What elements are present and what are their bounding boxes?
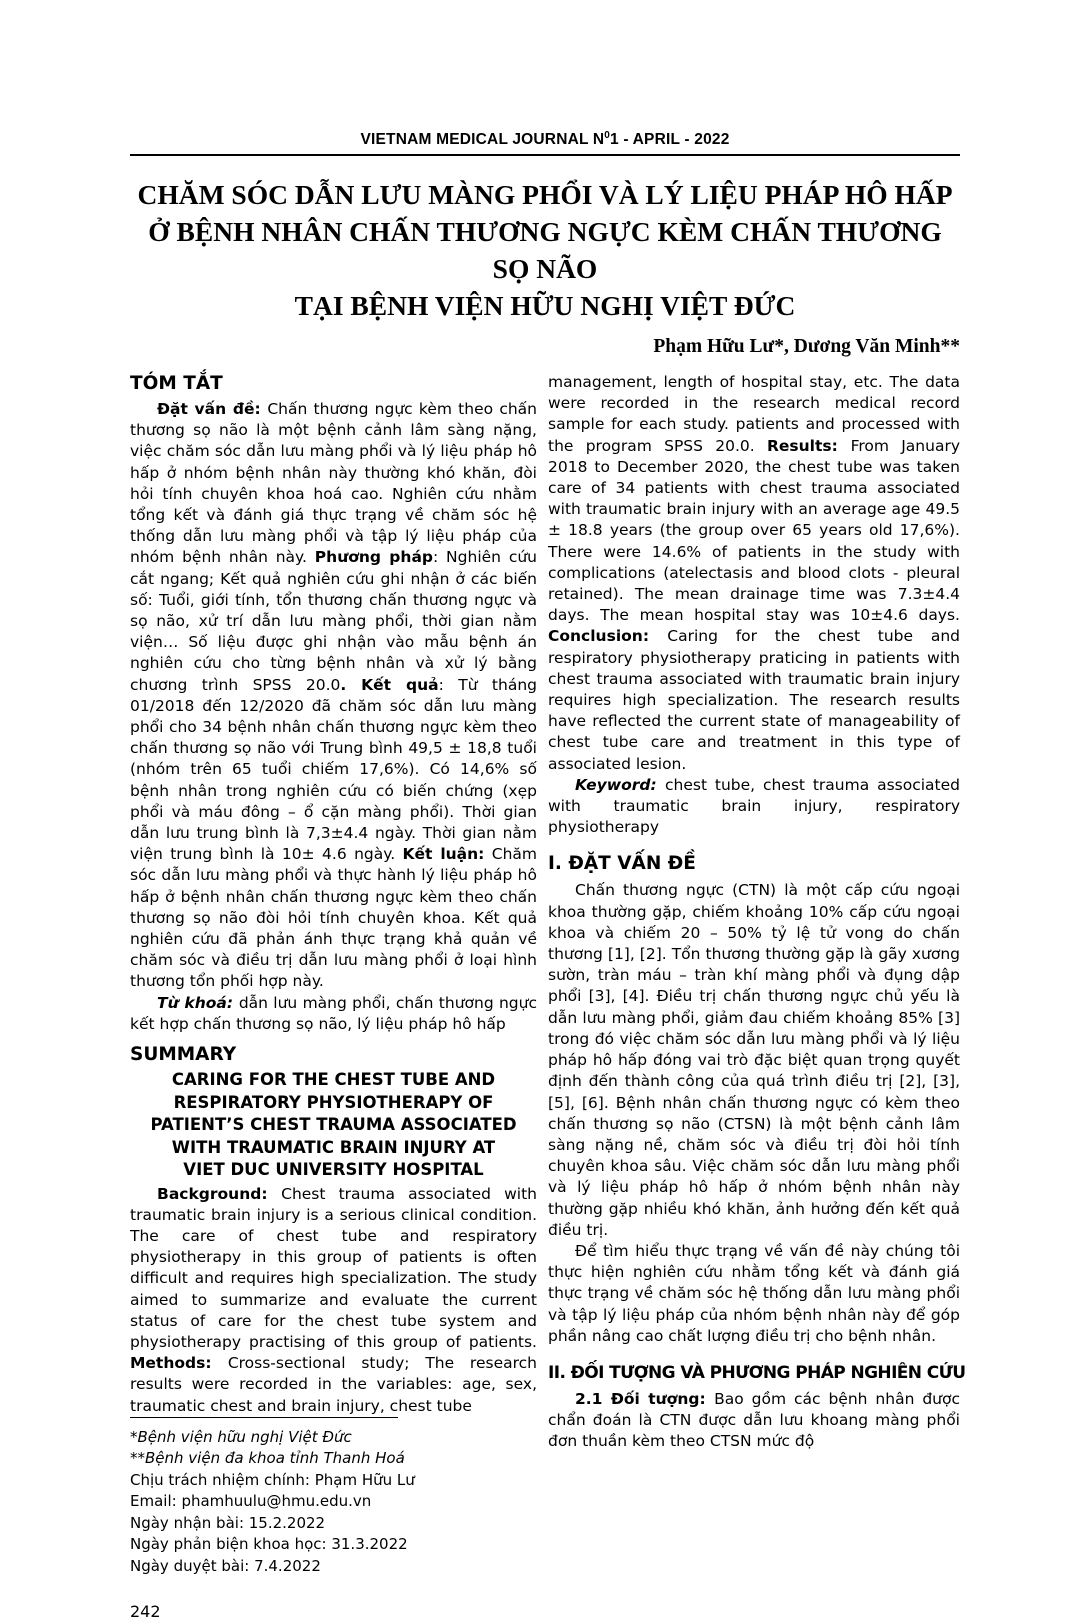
introduction-paragraph-2: Để tìm hiểu thực trạng về vấn đề này chúng tôi thực hiện nghiên cứu nhằm tổng kết và đánh giá thực trạng về chăm sóc hệ thống dẫn lưu màng phổi và tập lý liệu pháp của nhóm bệnh nhân này để góp phần nâng cao chất lượng điều trị cho bệnh nhân.	[548, 1241, 960, 1345]
article-title-line1: CHĂM SÓC DẪN LƯU MÀNG PHỔI VÀ LÝ LIỆU PHÁP HÔ HẤP	[137, 179, 953, 210]
abstract-heading: TÓM TẮT	[130, 373, 223, 394]
abstract-label-dat-van-de: Đặt vấn đề:	[157, 400, 268, 418]
summary-text-results: From January 2018 to December 2020, the chest tube was taken care of 34 patients with chest trauma associated with traumatic brain injury with an average age 49.5 ± 18.8 years (the group over 65 years old 17,6%). There were 14.6% of patients in the study with complications (atelectasis and blood clots - pleural retained). The mean drainage time was 7.3±4.4 days. The mean hospital stay was 10±4.6 days.	[548, 436, 960, 625]
summary-heading: SUMMARY	[130, 1044, 237, 1066]
article-title-line3: TẠI BỆNH VIỆN HỮU NGHỊ VIỆT ĐỨC	[294, 290, 796, 321]
summary-paragraph-left	[130, 1184, 537, 1417]
summary-paragraph-right	[548, 372, 960, 775]
summary-title-line4: WITH TRAUMATIC BRAIN INJURY AT	[171, 1137, 496, 1157]
keywords-text-vi: dẫn lưu màng phổi, chấn thương ngực kết hợp chấn thương sọ não, lý liệu pháp hô hấp	[130, 993, 537, 1033]
article-authors: Phạm Hữu Lư*, Dương Văn Minh**	[653, 336, 960, 357]
summary-label-methods: Methods:	[130, 1354, 228, 1373]
summary-title-line3: PATIENT’S CHEST TRAUMA ASSOCIATED	[150, 1115, 517, 1135]
summary-text-conclusion: Caring for the chest tube and respiratory physiotherapy praticing in patients with chest trauma associated with traumatic brain injury requires high specialization. The research results have reflected the current state of manageability of chest tube care and treatment in this type of associated lesion.	[548, 627, 960, 773]
abstract-text-4: Chăm sóc dẫn lưu màng phổi và thực hành lý liệu pháp hô hấp ở bệnh nhân chấn thương ngực kèm theo chấn thương sọ não đòi hỏi tính chuyên khoa. Kết quả nghiên cứu đã phản ánh thực trạng khả quản về chăm sóc và điều trị dẫn lưu màng phổi ở loại hình thương tổn phối hợp này.	[130, 845, 538, 991]
summary-label-results: Results:	[766, 436, 851, 455]
right-column	[548, 372, 966, 1453]
article-title-line2: Ở BỆNH NHÂN CHẤN THƯƠNG NGỰC KÈM CHẤN THƯƠNG SỌ NÃO	[148, 216, 942, 284]
footnote-date-reviewed: Ngày phản biện khoa học: 31.3.2022	[130, 1535, 408, 1554]
abstract-text-3: : Từ tháng 01/2018 đến 12/2020 đã chăm sóc dẫn lưu màng phổi cho 34 bệnh nhân chấn thương ngực kèm theo chấn thương sọ não với Trung bình 49,5 ± 18,8 tuổi (nhóm trên 65 tuổi chiếm 17,6%). Có 14,6% số bệnh nhân trong nghiên cứu có biến chứng (xẹp phổi và máu đông – ổ cặn màng phổi). Thời gian dẫn lưu trung bình là 7,3±4.4 ngày. Thời gian nằm viện trung bình là 10± 4.6 ngày.	[130, 675, 537, 864]
abstract-label-ket-qua: . Kết quả	[340, 675, 439, 694]
page-number: 242	[130, 1602, 161, 1622]
abstract-label-ket-luan: Kết luận:	[402, 845, 485, 864]
footnote-email: Email: phamhuulu@hmu.edu.vn	[130, 1492, 372, 1511]
abstract-keywords	[130, 993, 537, 1035]
keyword-label-en: Keyword:	[575, 775, 666, 794]
summary-label-background: Background:	[157, 1184, 282, 1203]
summary-title-line1: CARING FOR THE CHEST TUBE AND	[171, 1070, 496, 1090]
footnote-block	[130, 1417, 537, 1578]
summary-text-continuation: management, length of hospital stay, etc. The data were recorded in the research medical record sample for each study. patients and processed with the program SPSS 20.0.	[548, 373, 960, 455]
section-heading-introduction: I. ĐẶT VẤN ĐỀ	[548, 853, 696, 875]
introduction-paragraph-1: Chấn thương ngực (CTN) là một cấp cứu ngoại khoa thường gặp, chiếm khoảng 10% cấp cứu ngoại khoa và chiếm 20 – 50% tỷ lệ tử vong do chấn thương [1], [2]. Tổn thương thường gặp là gãy xương sườn, tràn máu – tràn khí màng phổi và đụng dập phổi [3], [4]. Điều trị chấn thương ngực chủ yếu là dẫn lưu màng phổi, giảm đau chiếm khoảng 85% [3] trong đó việc chăm sóc dẫn lưu màng phổi và lý liệu pháp hô hấp đóng vai trò đặc biệt quan trọng quyết định đến thành công của quá trình điều trị [2], [3], [5], [6]. Bệnh nhân chấn thương ngực có kèm theo chấn thương sọ não (CTSN) là một bệnh cảnh lâm sàng nặng nề, chăm sóc và điều trị đòi hỏi tính chuyên khoa sâu. Việc chăm sóc dẫn lưu màng phổi và lý liệu pháp hô hấp ở nhóm bệnh nhân này thường gặp nhiều khó khăn, ảnh hưởng đến kết quả điều trị.	[548, 881, 960, 1239]
journal-running-head	[130, 130, 960, 149]
keywords-label-vi: Từ khoá:	[157, 993, 239, 1012]
left-column	[130, 372, 538, 1622]
methods-label-subjects: 2.1 Đối tượng:	[575, 1389, 715, 1408]
keyword-text-en: chest tube, chest trauma associated with traumatic brain injury, respiratory physiotherapy	[548, 775, 960, 837]
abstract-text-1: Chấn thương ngực kèm theo chấn thương sọ não là một bệnh cảnh lâm sàng nặng, việc chăm sóc dẫn lưu màng phổi và lý liệu pháp hô hấp ở nhóm bệnh nhân này thường khó khăn, đòi hỏi tính chuyên khoa hoá cao. Nghiên cứu nhằm tổng kết và đánh giá thực trạng về chăm sóc hệ thống dẫn lưu màng phổi và tập lý liệu pháp của nhóm bệnh nhân này.	[130, 400, 537, 567]
running-head-text: VIETNAM MEDICAL JOURNAL N	[360, 131, 605, 148]
summary-label-conclusion: Conclusion:	[548, 627, 668, 646]
summary-text-methods: Cross-sectional study; The research results were recorded in the variables: age, sex, traumatic chest and brain injury, chest tube	[130, 1354, 537, 1415]
footnote-corresponding-author: Chịu trách nhiệm chính: Phạm Hữu Lư	[130, 1470, 415, 1489]
abstract-paragraph	[130, 399, 537, 993]
footnote-date-received: Ngày nhận bài: 15.2.2022	[130, 1513, 326, 1532]
two-column-body	[130, 372, 966, 1622]
section-heading-methods: II. ĐỐI TƯỢNG VÀ PHƯƠNG PHÁP NGHIÊN CỨU	[548, 1362, 966, 1383]
footnote-rule	[130, 1417, 398, 1418]
summary-text-background: Chest trauma associated with traumatic brain injury is a serious clinical condition. The care of chest tube and respiratory physiotherapy in this group of patients is often difficult and requires high specialization. The study aimed to summarize and evaluate the current status of care for the chest tube system and physiotherapy practising of this group of patients.	[130, 1184, 537, 1352]
running-head-superscript: 0	[604, 129, 611, 141]
summary-title-line5: VIET DUC UNIVERSITY HOSPITAL	[183, 1160, 484, 1180]
footnote-affiliation-2: **Bệnh viện đa khoa tỉnh Thanh Hoá	[130, 1449, 405, 1468]
abstract-text-2: : Nghiên cứu cắt ngang; Kết quả nghiên cứu ghi nhận ở các biến số: Tuổi, giới tính, tổn thương chấn thương ngực và sọ não, xử trí dẫn lưu màng phổi, thời gian nằm viện… Số liệu được ghi nhận vào mẫu bệnh án nghiên cứu cho từng bệnh nhân và xử lý bằng chương trình SPSS 20.0	[130, 548, 537, 694]
summary-keyword-line	[548, 775, 960, 839]
summary-title-line2: RESPIRATORY PHYSIOTHERAPY OF	[173, 1092, 494, 1112]
header-rule	[130, 154, 960, 156]
running-head-text-tail: 1 - APRIL - 2022	[610, 131, 730, 148]
footnote-affiliation-1: *Bệnh viện hữu nghị Việt Đức	[130, 1427, 352, 1446]
footnote-date-accepted: Ngày duyệt bài: 7.4.2022	[130, 1556, 321, 1575]
summary-english-title	[130, 1069, 537, 1182]
methods-text-subjects: Bao gồm các bệnh nhân được chẩn đoán là CTN được dẫn lưu khoang màng phổi đơn thuần kèm theo CTSN mức độ	[548, 1389, 960, 1451]
abstract-label-phuong-phap: Phương pháp	[314, 548, 433, 567]
article-title	[130, 176, 960, 324]
methods-paragraph	[548, 1389, 960, 1453]
